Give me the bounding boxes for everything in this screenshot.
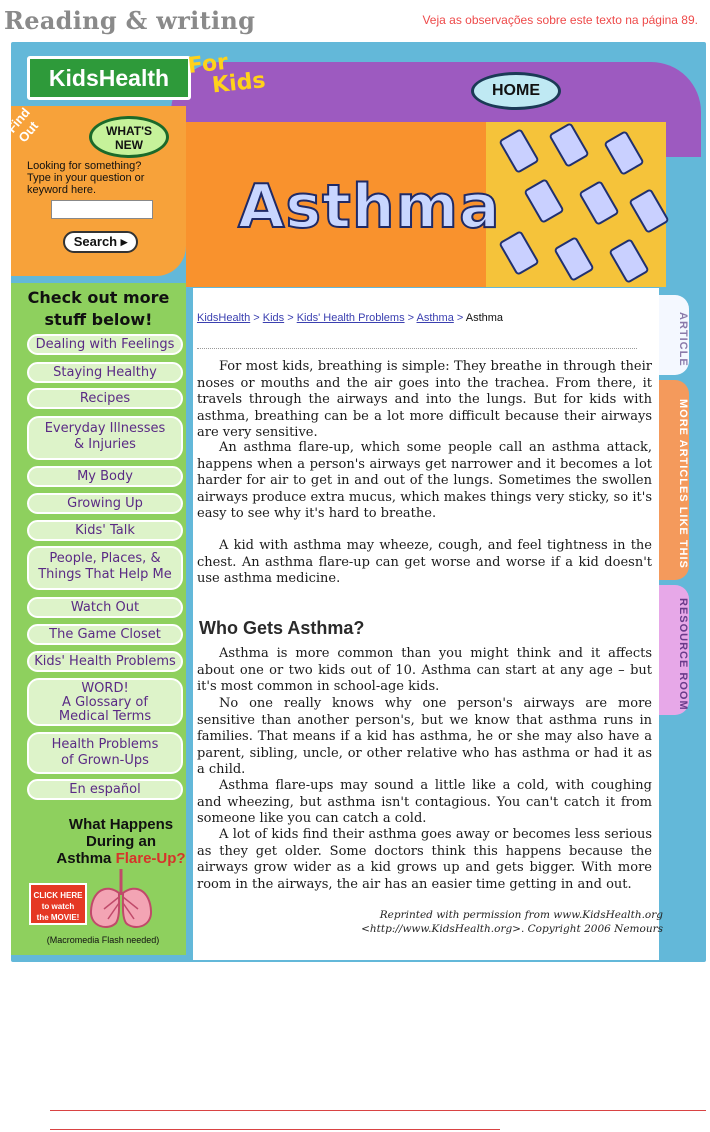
nav-heading-line: Check out more [27, 288, 170, 307]
nav-label: Growing Up [67, 496, 143, 511]
sidebar-item-watch-out[interactable] [27, 597, 183, 618]
sidebar-item-staying-healthy[interactable] [27, 362, 183, 383]
nav-heading [11, 287, 186, 331]
nav-label: People, Places, & [49, 551, 161, 566]
credit-line: <http://www.KidsHealth.org>. Copyright 2006 Nemours [361, 923, 663, 935]
asthma-banner [186, 122, 666, 287]
inhaler-icon [578, 180, 620, 226]
sidebar-nav [11, 283, 186, 813]
search-prompt-line: keyword here. [27, 184, 97, 196]
find-out-label: Find Out [3, 104, 42, 146]
tab-more-articles[interactable]: MORE ARTICLES LIKE THIS [659, 380, 689, 580]
nav-label: Staying Healthy [53, 365, 157, 380]
nav-label: WORD! [81, 681, 129, 696]
search-prompt-line: Looking for something? [27, 160, 142, 172]
sidebar-item-people-places-things[interactable] [27, 546, 183, 590]
inhaler-icon [523, 178, 565, 224]
reprint-credit [197, 908, 663, 936]
nav-label: Everyday Illnesses [44, 421, 166, 436]
nav-label: Health Problems [51, 737, 159, 752]
breadcrumb-separator: > [284, 312, 297, 324]
nav-label: of Grown-Ups [61, 753, 149, 768]
whats-new-line: WHAT'S [106, 124, 152, 138]
search-prompt-line: Type in your question or [27, 172, 145, 184]
tab-article[interactable]: ARTICLE [659, 295, 689, 375]
dotted-divider [197, 348, 637, 349]
search-input[interactable] [51, 200, 153, 219]
sidebar-item-dealing-with-feelings[interactable] [27, 334, 183, 355]
nav-label: Recipes [79, 391, 131, 406]
book-section-title: Reading & writing [4, 6, 256, 35]
answer-line [50, 1110, 706, 1111]
breadcrumb-link[interactable]: Kids [262, 312, 285, 324]
sidebar-item-game-closet[interactable] [27, 624, 183, 645]
breadcrumb-current: Asthma [465, 312, 504, 324]
nav-label: A Glossary of [62, 695, 148, 710]
click-here-button[interactable] [29, 883, 87, 925]
sidebar-item-growing-up[interactable] [27, 493, 183, 514]
click-here-line: CLICK HERE [33, 891, 83, 900]
book-note: Veja as observações sobre este texto na página 89. [422, 13, 698, 27]
nav-heading-line: stuff below! [44, 310, 153, 329]
article-content [193, 288, 663, 960]
whats-new-line: NEW [115, 138, 143, 152]
tab-resource-room[interactable]: RESOURCE ROOM [659, 585, 689, 715]
inhaler-icon [548, 122, 590, 168]
nav-label: & Injuries [74, 437, 136, 452]
credit-line: Reprinted with permission from www.KidsHealth.org [379, 909, 663, 921]
flare-up-promo[interactable] [11, 813, 186, 955]
breadcrumb-separator: > [250, 312, 263, 324]
search-prompt [27, 160, 177, 196]
promo-title [51, 816, 191, 867]
promo-title-highlight: Flare-Up? [115, 850, 186, 867]
article-paragraph: A kid with asthma may wheeze, cough, and feel tightness in the chest. An asthma flare-up can get worse and worse if a kid doesn't use asthma medicine. [197, 538, 652, 587]
nav-label: The Game Closet [49, 627, 161, 642]
search-panel [3, 104, 186, 276]
sidebar-item-kids-health-problems[interactable] [27, 651, 183, 672]
inhaler-icon [608, 238, 650, 284]
breadcrumb-separator: > [453, 312, 466, 324]
sidebar-item-health-problems-grown-ups[interactable] [27, 732, 183, 774]
inhaler-pattern [486, 122, 666, 287]
article-paragraph: A lot of kids find their asthma goes away or becomes less serious as they get older. Some doctors think this happens because the airways grow wider as a kid grows up and gets bigger. With more room in the airways, the air has an easier time getting in and out. [197, 827, 652, 892]
nav-label: Medical Terms [58, 709, 152, 724]
for-kids-line: Kids [210, 68, 267, 99]
search-button[interactable]: Search ▸ [63, 231, 138, 253]
breadcrumb-link[interactable]: KidsHealth [197, 312, 251, 324]
sidebar-item-my-body[interactable] [27, 466, 183, 487]
promo-title-line: What Happens [68, 816, 174, 833]
sidebar-item-kids-talk[interactable] [27, 520, 183, 541]
nav-label: Kids' Talk [75, 523, 135, 538]
nav-label: Dealing with Feelings [35, 337, 175, 352]
book-header [0, 0, 710, 40]
breadcrumb-link[interactable]: Kids' Health Problems [296, 312, 405, 324]
nav-label: Watch Out [70, 600, 140, 615]
article-paragraph: Asthma is more common than you might think and it affects about one or two kids out of 10. Asthma can start at any age – but it's most common in school-age kids. [197, 646, 652, 695]
inhaler-icon [603, 130, 645, 176]
inhaler-icon [498, 230, 540, 276]
banner-title: Asthma [238, 172, 501, 242]
whats-new-button[interactable] [89, 116, 169, 158]
inhaler-icon [553, 236, 595, 282]
answer-line [50, 1129, 500, 1130]
article-paragraph: For most kids, breathing is simple: They breathe in through their noses or mouths and the air goes into the trachea. From there, it travels through the airways and into the lungs. But for kids with asthma, breathing can be a lot more difficult because their airways are very sensitive. [197, 359, 652, 441]
sidebar-item-everyday-illnesses[interactable] [27, 416, 183, 460]
sidebar-item-recipes[interactable] [27, 388, 183, 409]
click-here-line: to watch [41, 902, 75, 911]
article-paragraph: No one really knows why one person's airways are more sensitive than another person's, but we know that asthma runs in families. That means if a kid has asthma, he or she may also have a parent, sibling, uncle, or other relative who has asthma or had it as a child. [197, 696, 652, 778]
promo-title-line: During an [86, 833, 156, 850]
sidebar-item-glossary[interactable] [27, 678, 183, 726]
breadcrumb [197, 312, 503, 324]
flash-note: (Macromedia Flash needed) [46, 935, 160, 945]
breadcrumb-link[interactable]: Asthma [416, 312, 454, 324]
section-heading: Who Gets Asthma? [199, 618, 365, 638]
nav-label: En español [69, 782, 141, 797]
article-paragraph: An asthma flare-up, which some people call an asthma attack, happens when a person's airways get narrower and it becomes a lot harder for air to get in and out of the lungs. Sometimes the swollen airways produce extra mucus, which makes things very sticky, so it's easy to see why it's hard to breathe. [197, 440, 652, 522]
kidshealth-logo[interactable]: KidsHealth [27, 56, 191, 100]
click-here-line: the MOVIE! [36, 913, 80, 922]
promo-title-line: Asthma [56, 850, 112, 867]
nav-label: Things That Help Me [38, 567, 172, 582]
for-kids-line: For [186, 49, 230, 79]
inhaler-icon [628, 188, 670, 234]
home-button[interactable]: HOME [471, 72, 561, 110]
nav-label: My Body [77, 469, 133, 484]
breadcrumb-separator: > [404, 312, 417, 324]
for-kids-label [187, 48, 267, 100]
sidebar-item-en-espanol[interactable] [27, 779, 183, 800]
nav-label: Kids' Health Problems [34, 654, 176, 669]
lungs-icon [86, 865, 156, 933]
inhaler-icon [498, 128, 540, 174]
article-paragraph: Asthma flare-ups may sound a little like a cold, with coughing and wheezing, but asthma isn't contagious. You can't catch it from someone like you can catch a cold. [197, 778, 652, 827]
